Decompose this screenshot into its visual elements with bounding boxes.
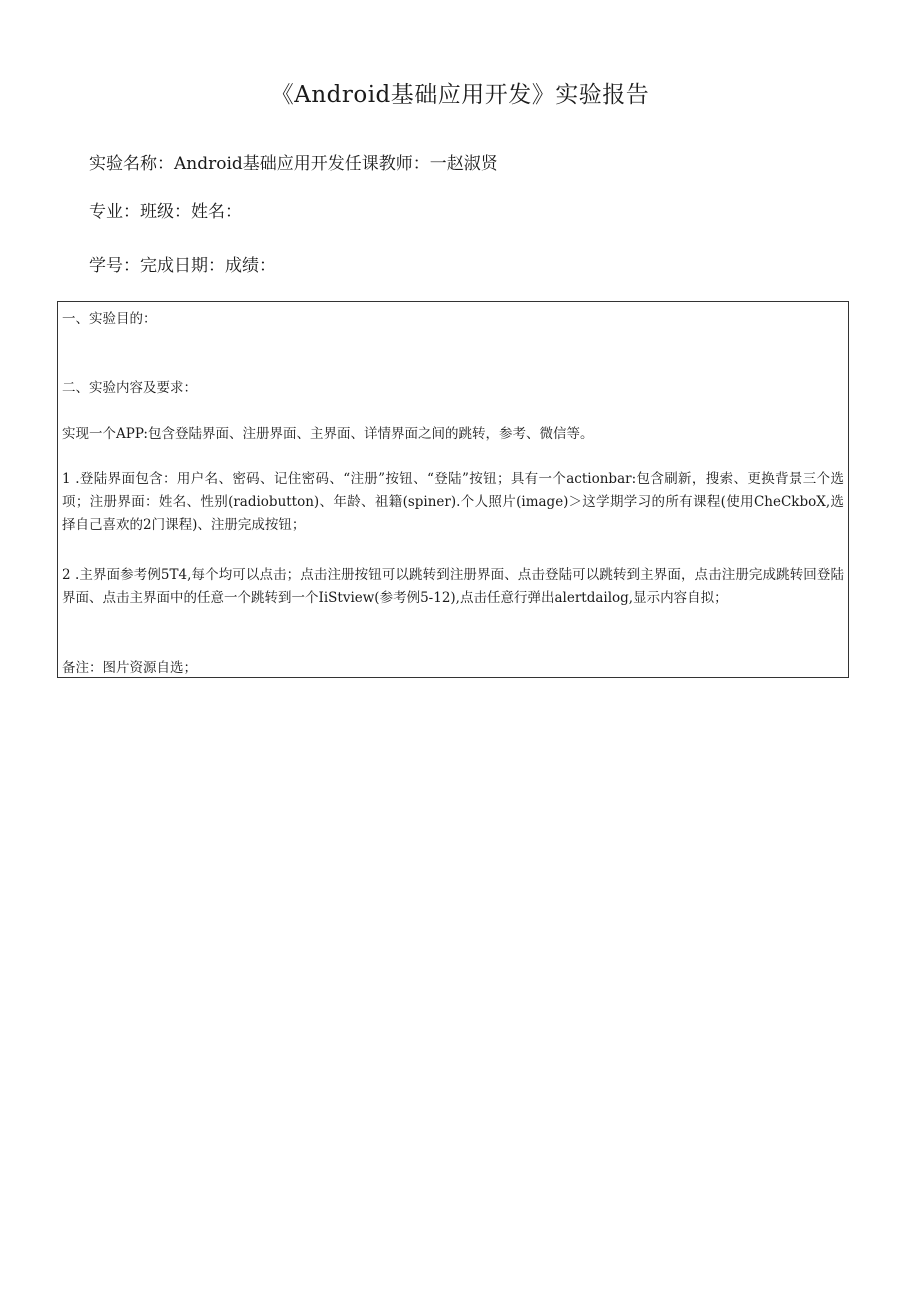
purpose-heading: 一、实验目的： — [62, 311, 157, 327]
experiment-name-teacher-line: 实验名称：Android基础应用开发任课教师：一赵淑贤 — [89, 154, 498, 174]
requirement-item-1: 1 .登陆界面包含：用户名、密码、记住密码、“注册”按钮、“登陆”按钮；具有一个actionbar:包含刷新，搜索、更换背景三个选项；注册界面：姓名、性别(radiobutton)、年龄、祖籍(spiner).个人照片(image)＞这学期学习的所有课程(使用CheCkboX,选择自己喜欢的2门课程)、注册完成按钮； — [62, 471, 844, 533]
requirements-intro: 实现一个APP:包含登陆界面、注册界面、主界面、详情界面之间的跳转，参考、微信等。 — [62, 426, 594, 442]
requirements-heading: 二、实验内容及要求： — [62, 380, 197, 396]
note-text: 备注：图片资源自选； — [62, 660, 197, 676]
report-title: 《Android基础应用开发》实验报告 — [270, 82, 650, 108]
requirement-item-2: 2 .主界面参考例5T4,每个均可以点击；点击注册按钮可以跳转到注册界面、点击登陆可以跳转到主界面，点击注册完成跳转回登陆界面、点击主界面中的任意一个跳转到一个IiStview(参考例5-12),点击任意行弹出alertdailog,显示内容自拟； — [62, 567, 844, 606]
student-id-date-grade-line: 学号：完成日期：成绩： — [89, 256, 276, 276]
report-content-box — [57, 301, 849, 678]
major-class-name-line: 专业：班级：姓名： — [89, 202, 242, 222]
